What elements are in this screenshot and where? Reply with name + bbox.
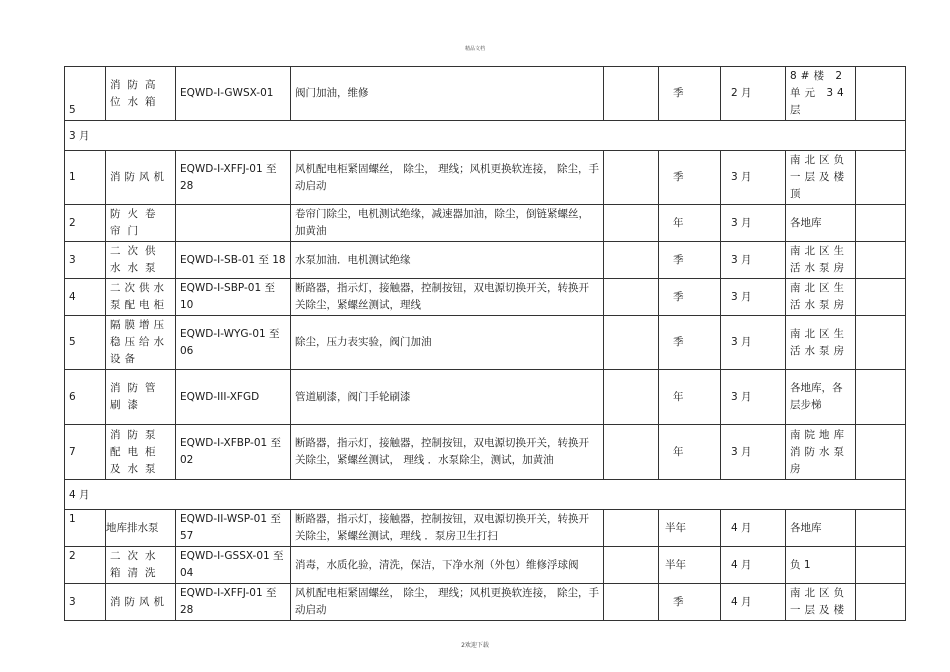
month: 3 月 <box>721 242 786 279</box>
blank-cell <box>856 547 906 584</box>
row-number: 3 <box>65 242 106 279</box>
month: 3 月 <box>721 425 786 480</box>
row-number: 3 <box>65 584 106 621</box>
cycle: 年 <box>659 425 721 480</box>
cycle: 季 <box>659 67 721 121</box>
page-footer: 2欢迎下载 <box>461 642 489 649</box>
location: 南院地库消防水泵房 <box>786 425 856 480</box>
month: 2 月 <box>721 67 786 121</box>
location: 南北区生活水泵房 <box>786 279 856 316</box>
location: 各地库 <box>786 510 856 547</box>
item-name: 隔膜增压稳压给水设备 <box>106 316 176 370</box>
row-number: 2 <box>65 205 106 242</box>
table-row <box>65 584 906 621</box>
table-row <box>65 242 906 279</box>
blank-cell <box>856 67 906 121</box>
row-number: 4 <box>65 279 106 316</box>
maintenance-content: 阀门加油，维修 <box>291 67 604 121</box>
location: 南北区生活水泵房 <box>786 316 856 370</box>
blank-cell <box>856 316 906 370</box>
equipment-code: EQWD-I-GSSX-01 至 04 <box>176 547 291 584</box>
item-name: 二次供水水泵 <box>106 242 176 279</box>
cycle: 年 <box>659 370 721 425</box>
cycle: 季 <box>659 584 721 621</box>
maintenance-content: 风机配电柜紧固螺丝， 除尘， 理线；风机更换软连接， 除尘，手动启动 <box>291 584 604 621</box>
equipment-code <box>176 205 291 242</box>
blank-cell <box>604 584 659 621</box>
table-row <box>65 151 906 205</box>
equipment-code: EQWD-I-WYG-01 至 06 <box>176 316 291 370</box>
month: 4 月 <box>721 547 786 584</box>
maintenance-content: 除尘，压力表实验，阀门加油 <box>291 316 604 370</box>
equipment-code: EQWD-I-XFBP-01 至 02 <box>176 425 291 480</box>
row-number: 6 <box>65 370 106 425</box>
equipment-code: EQWD-I-SBP-01 至 10 <box>176 279 291 316</box>
row-number: 7 <box>65 425 106 480</box>
blank-cell <box>604 425 659 480</box>
item-name: 消防泵配电柜及水泵 <box>106 425 176 480</box>
blank-cell <box>856 242 906 279</box>
blank-cell <box>604 370 659 425</box>
equipment-code: EQWD-I-XFFJ-01 至 28 <box>176 151 291 205</box>
location: 各地库 <box>786 205 856 242</box>
equipment-code: EQWD-I-SB-01 至 18 <box>176 242 291 279</box>
blank-cell <box>604 242 659 279</box>
month-section-row <box>65 121 906 151</box>
item-name: 消防风机 <box>106 584 176 621</box>
month: 4 月 <box>721 510 786 547</box>
item-name: 防火卷帘门 <box>106 205 176 242</box>
table-row <box>65 67 906 121</box>
maintenance-content: 风机配电柜紧固螺丝， 除尘， 理线；风机更换软连接， 除尘，手动启动 <box>291 151 604 205</box>
blank-cell <box>856 205 906 242</box>
item-name: 二次供水泵配电柜 <box>106 279 176 316</box>
blank-cell <box>856 584 906 621</box>
row-number: 5 <box>65 67 106 121</box>
month: 3 月 <box>721 205 786 242</box>
equipment-code: EQWD-III-XFGD <box>176 370 291 425</box>
blank-cell <box>604 151 659 205</box>
table-row <box>65 510 906 547</box>
maintenance-content: 消毒，水质化验，清洗，保洁，下净水剂（外包）维修浮球阀 <box>291 547 604 584</box>
cycle: 季 <box>659 151 721 205</box>
table-row <box>65 316 906 370</box>
blank-cell <box>856 510 906 547</box>
row-number: 1 <box>65 510 106 547</box>
equipment-code: EQWD-I-XFFJ-01 至 28 <box>176 584 291 621</box>
blank-cell <box>604 316 659 370</box>
table-row <box>65 279 906 316</box>
table-row <box>65 425 906 480</box>
row-number: 5 <box>65 316 106 370</box>
location: 南北区生活水泵房 <box>786 242 856 279</box>
blank-cell <box>604 279 659 316</box>
cycle: 季 <box>659 316 721 370</box>
month: 3 月 <box>721 151 786 205</box>
item-name: 消防高位水箱 <box>106 67 176 121</box>
location: 南北区负一层及楼 <box>786 584 856 621</box>
item-name: 地库排水泵 <box>106 510 176 547</box>
blank-cell <box>856 370 906 425</box>
cycle: 半年 <box>659 510 721 547</box>
maintenance-content: 断路器，指示灯，接触器，控制按钮，双电源切换开关，转换开关除尘，紧螺丝测试，理线 ．泵房卫生打扫 <box>291 510 604 547</box>
blank-cell <box>604 67 659 121</box>
maintenance-content: 卷帘门除尘，电机测试绝缘，减速器加油，除尘，倒链紧螺丝，加黄油 <box>291 205 604 242</box>
equipment-code: EQWD-II-WSP-01 至 57 <box>176 510 291 547</box>
table-row <box>65 205 906 242</box>
blank-cell <box>856 279 906 316</box>
blank-cell <box>856 151 906 205</box>
blank-cell <box>604 510 659 547</box>
maintenance-content: 断路器，指示灯，接触器，控制按钮，双电源切换开关，转换开关除尘，紧螺丝测试，理线 <box>291 279 604 316</box>
item-name: 二次水箱清洗 <box>106 547 176 584</box>
blank-cell <box>604 205 659 242</box>
row-number: 1 <box>65 151 106 205</box>
blank-cell <box>856 425 906 480</box>
location: 8#楼 2 单元 34 层 <box>786 67 856 121</box>
table-row <box>65 370 906 425</box>
month: 3 月 <box>721 279 786 316</box>
equipment-code: EQWD-I-GWSX-01 <box>176 67 291 121</box>
maintenance-schedule-table <box>64 66 906 621</box>
month-section-row <box>65 480 906 510</box>
location: 负 1 <box>786 547 856 584</box>
location: 南北区负一层及楼顶 <box>786 151 856 205</box>
month-section-label: 4 月 <box>65 480 906 510</box>
month-section-label: 3 月 <box>65 121 906 151</box>
page-header: 精品文档 <box>464 46 485 52</box>
row-number: 2 <box>65 547 106 584</box>
month: 4 月 <box>721 584 786 621</box>
maintenance-content: 水泵加油．电机测试绝缘 <box>291 242 604 279</box>
month: 3 月 <box>721 370 786 425</box>
blank-cell <box>604 547 659 584</box>
item-name: 消防风机 <box>106 151 176 205</box>
location: 各地库，各层步梯 <box>786 370 856 425</box>
cycle: 年 <box>659 205 721 242</box>
cycle: 季 <box>659 242 721 279</box>
maintenance-content: 断路器，指示灯，接触器，控制按钮，双电源切换开关，转换开关除尘，紧螺丝测试， 理线 ．水泵除尘，测试，加黄油 <box>291 425 604 480</box>
cycle: 季 <box>659 279 721 316</box>
cycle: 半年 <box>659 547 721 584</box>
maintenance-content: 管道刷漆，阀门手轮刷漆 <box>291 370 604 425</box>
table-row <box>65 547 906 584</box>
month: 3 月 <box>721 316 786 370</box>
item-name: 消防管刷漆 <box>106 370 176 425</box>
